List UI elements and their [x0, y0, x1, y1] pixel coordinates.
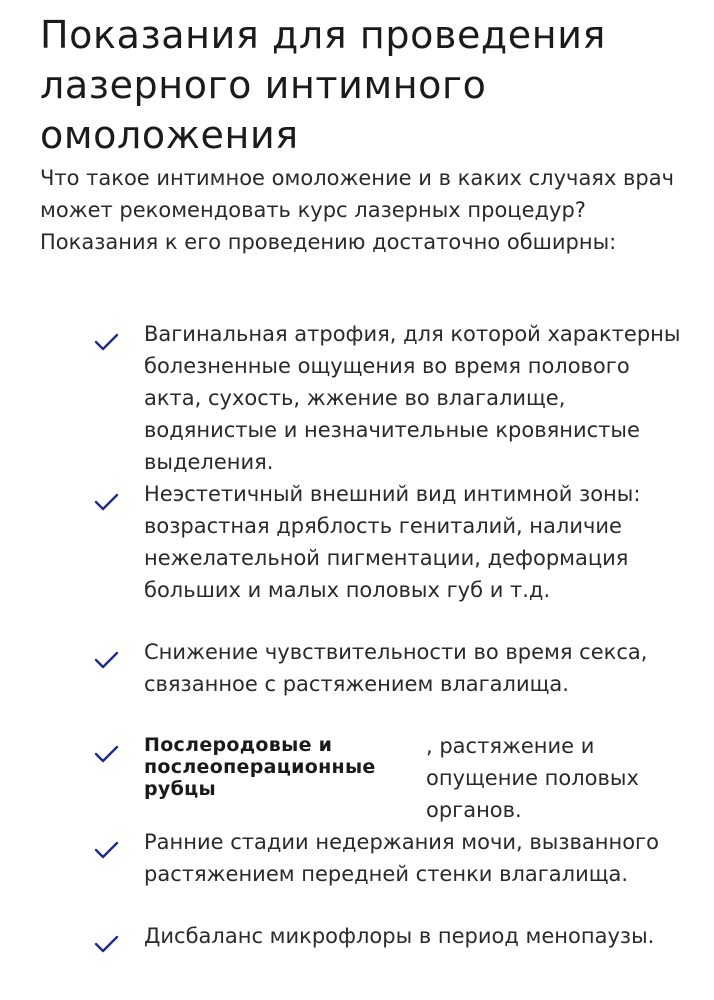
checkmark-icon [94, 332, 120, 352]
list-item-text: Дисбаланс микрофлоры в период менопаузы. [144, 924, 655, 948]
page-title: Показания для проведения лазерного интимного омоложения [40, 13, 606, 157]
list-item-text: Снижение чувствительности во время секса, связанное с растяжением влагалища. [144, 640, 648, 696]
list-item-text: Вагинальная атрофия, для которой характерны болезненные ощущения во время полового акта, сухость, жжение во влагалище, водянистые и незначительные кровянистые выделения. [144, 322, 681, 474]
checkmark-icon [94, 840, 120, 860]
checkmark-icon [94, 492, 120, 512]
checkmark-icon [94, 934, 120, 954]
intro-paragraph: Что такое интимное омоложение и в каких случаях врач может рекомендовать курс лазерных процедур? Показания к его проведению достаточно обширны: [40, 166, 675, 254]
list-item-text: Ранние стадии недержания мочи, вызванного растяжением передней стенки влагалища. [144, 830, 659, 886]
list-item-bold-text: Послеродовые и послеоперационные рубцы [144, 734, 376, 800]
list-item-text: Неэстетичный внешний вид интимной зоны: возрастная дряблость гениталий, наличие нежелательной пигментации, деформация больших и малых половых губ и т.д. [144, 482, 641, 602]
checkmark-icon [94, 650, 120, 670]
list-item-text: , растяжение и опущение половых органов. [426, 734, 639, 822]
checkmark-icon [94, 744, 120, 764]
